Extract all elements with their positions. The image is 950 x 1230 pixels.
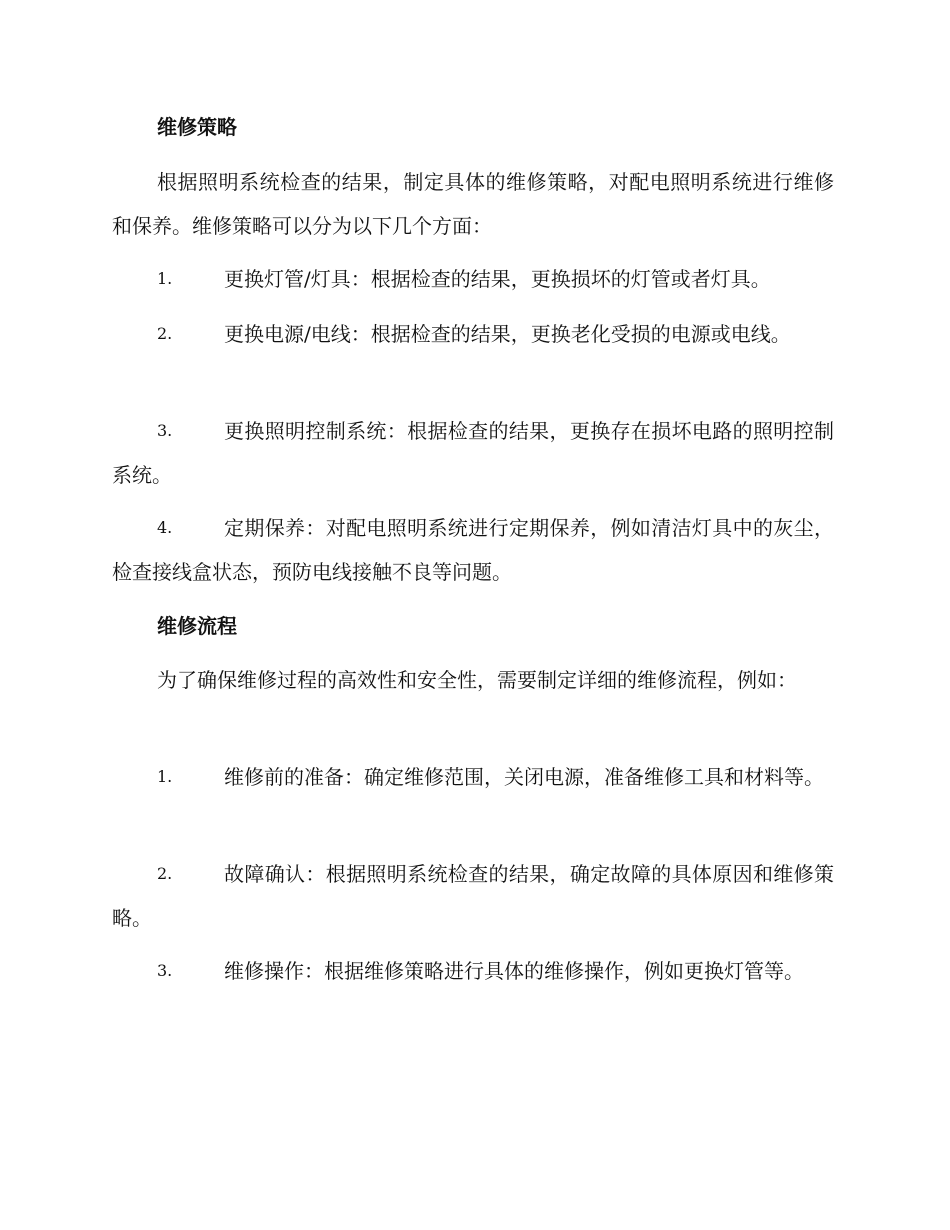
list-item-number: 2. <box>157 324 173 343</box>
list-item-number: 1. <box>157 269 173 288</box>
list-item <box>112 852 834 940</box>
list-item-text: 更换电源/电线：根据检查的结果，更换老化受损的电源或电线。 <box>224 322 791 346</box>
list-item <box>112 409 834 497</box>
list-item-text: 维修前的准备：确定维修范围，关闭电源，准备维修工具和材料等。 <box>224 765 824 789</box>
list-item <box>112 949 834 993</box>
paragraph-repair-process-intro: 为了确保维修过程的高效性和安全性，需要制定详细的维修流程，例如： <box>157 668 797 692</box>
section-title-repair-process: 维修流程 <box>157 614 237 638</box>
list-item-text: 维修操作：根据维修策略进行具体的维修操作，例如更换灯管等。 <box>224 959 804 983</box>
section-title-repair-strategy: 维修策略 <box>157 115 237 139</box>
list-item-number: 3. <box>157 961 173 980</box>
list-item <box>112 755 834 799</box>
list-item-number: 2. <box>157 864 173 883</box>
list-item <box>112 312 834 356</box>
list-item <box>112 506 834 594</box>
list-item-number: 3. <box>157 421 173 440</box>
list-item-text: 更换照明控制系统：根据检查的结果，更换存在损坏电路的照明控制系统。 <box>112 419 834 487</box>
list-item-text: 更换灯管/灯具：根据检查的结果，更换损坏的灯管或者灯具。 <box>224 267 771 291</box>
list-item-text: 定期保养：对配电照明系统进行定期保养，例如清洁灯具中的灰尘，检查接线盒状态，预防电线接触不良等问题。 <box>112 516 834 584</box>
paragraph-repair-strategy-intro: 根据照明系统检查的结果，制定具体的维修策略，对配电照明系统进行维修和保养。维修策略可以分为以下几个方面： <box>112 170 834 238</box>
list-item-text: 故障确认：根据照明系统检查的结果，确定故障的具体原因和维修策略。 <box>112 862 834 930</box>
list-item-number: 4. <box>157 518 173 537</box>
list-item-number: 1. <box>157 767 173 786</box>
list-item <box>112 257 834 301</box>
